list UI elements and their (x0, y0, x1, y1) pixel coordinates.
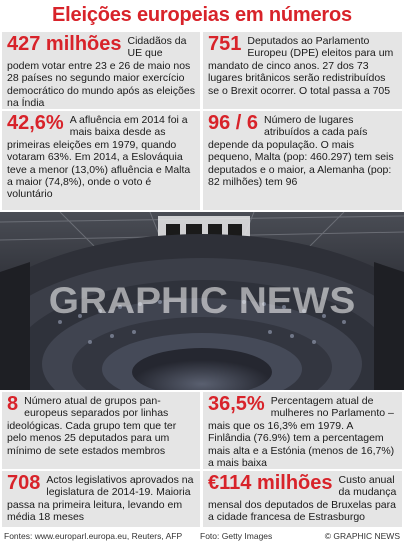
fact-stat: €114 milhões (208, 472, 333, 494)
fact-card-seats (203, 111, 402, 210)
fact-card-legislation (2, 471, 200, 527)
fact-stat: 36,5% (208, 393, 265, 415)
footer-copyright: © GRAPHIC NEWS (324, 531, 400, 541)
fact-card-citizens (2, 32, 200, 109)
fact-text: A afluência em 2014 foi a mais baixa desde as primeiras eleições em 1979, quando votaram 63%. Em 2014, a Eslováquia teve a menor (13,0%) afluência e Malta a maior (74,8%), onde o voto é voluntário (7, 114, 191, 201)
fact-text: Número de lugares atribuídos a cada país depende da população. O mais pequeno, Malta (pop: 460.297) tem seis deputados e o maior, a Alemanha (pop: 82 milhões) tem 96 (208, 114, 394, 189)
fact-text: Percentagem atual de mulheres no Parlamento – mais que os 16,3% em 1979. A Finlândia (76.9%) tem a percentagem mais alta e a Estónia (menos de 16,7%) a mais baixa (208, 395, 395, 469)
fact-card-meps (203, 32, 402, 109)
fact-stat: 42,6% (7, 112, 64, 134)
fact-stat: 708 (7, 472, 41, 494)
fact-stat: 751 (208, 33, 242, 55)
fact-card-groups (2, 392, 200, 469)
fact-card-cost (203, 471, 402, 527)
fact-text: Deputados ao Parlamento Europeu (DPE) eleitos para um mandato de cinco anos. 27 dos 73 lugares britânicos serão redistribuídos se o Brexit ocorrer. O total passa a 705 (208, 35, 394, 97)
page-title: Eleições europeias em números (52, 4, 352, 26)
fact-text: Custo anual da mudança mensal dos deputados de Bruxelas para a cidade francesa de Estrasburgo (208, 474, 397, 524)
fact-stat: 427 milhões (7, 33, 122, 55)
fact-stat: 96 / 6 (208, 112, 259, 134)
footer (0, 528, 404, 544)
footer-photo-credit: Foto: Getty Images (200, 531, 273, 541)
fact-card-turnout (2, 111, 200, 210)
fact-text: Actos legislativos aprovados na legislatura de 2014-19. Maioria passa na primeira leitura, levando em média 18 meses (7, 474, 194, 524)
watermark: GRAPHIC NEWS (48, 280, 356, 321)
footer-sources: Fontes: www.europarl.europa.eu, Reuters, AFP (4, 531, 183, 541)
parliament-photo (0, 212, 404, 390)
fact-text: Cidadãos da UE que podem votar entre 23 e 26 de maio nos 28 países no segundo maior exercício democrático do mundo após as eleições na Índia (7, 35, 195, 109)
fact-stat: 8 (7, 393, 19, 415)
fact-card-women (203, 392, 402, 469)
fact-text: Número atual de grupos pan-europeus separados por linhas ideológicas. Cada grupo tem que ter pelo menos 25 deputados para um mínimo de sete estados membros (7, 395, 177, 457)
